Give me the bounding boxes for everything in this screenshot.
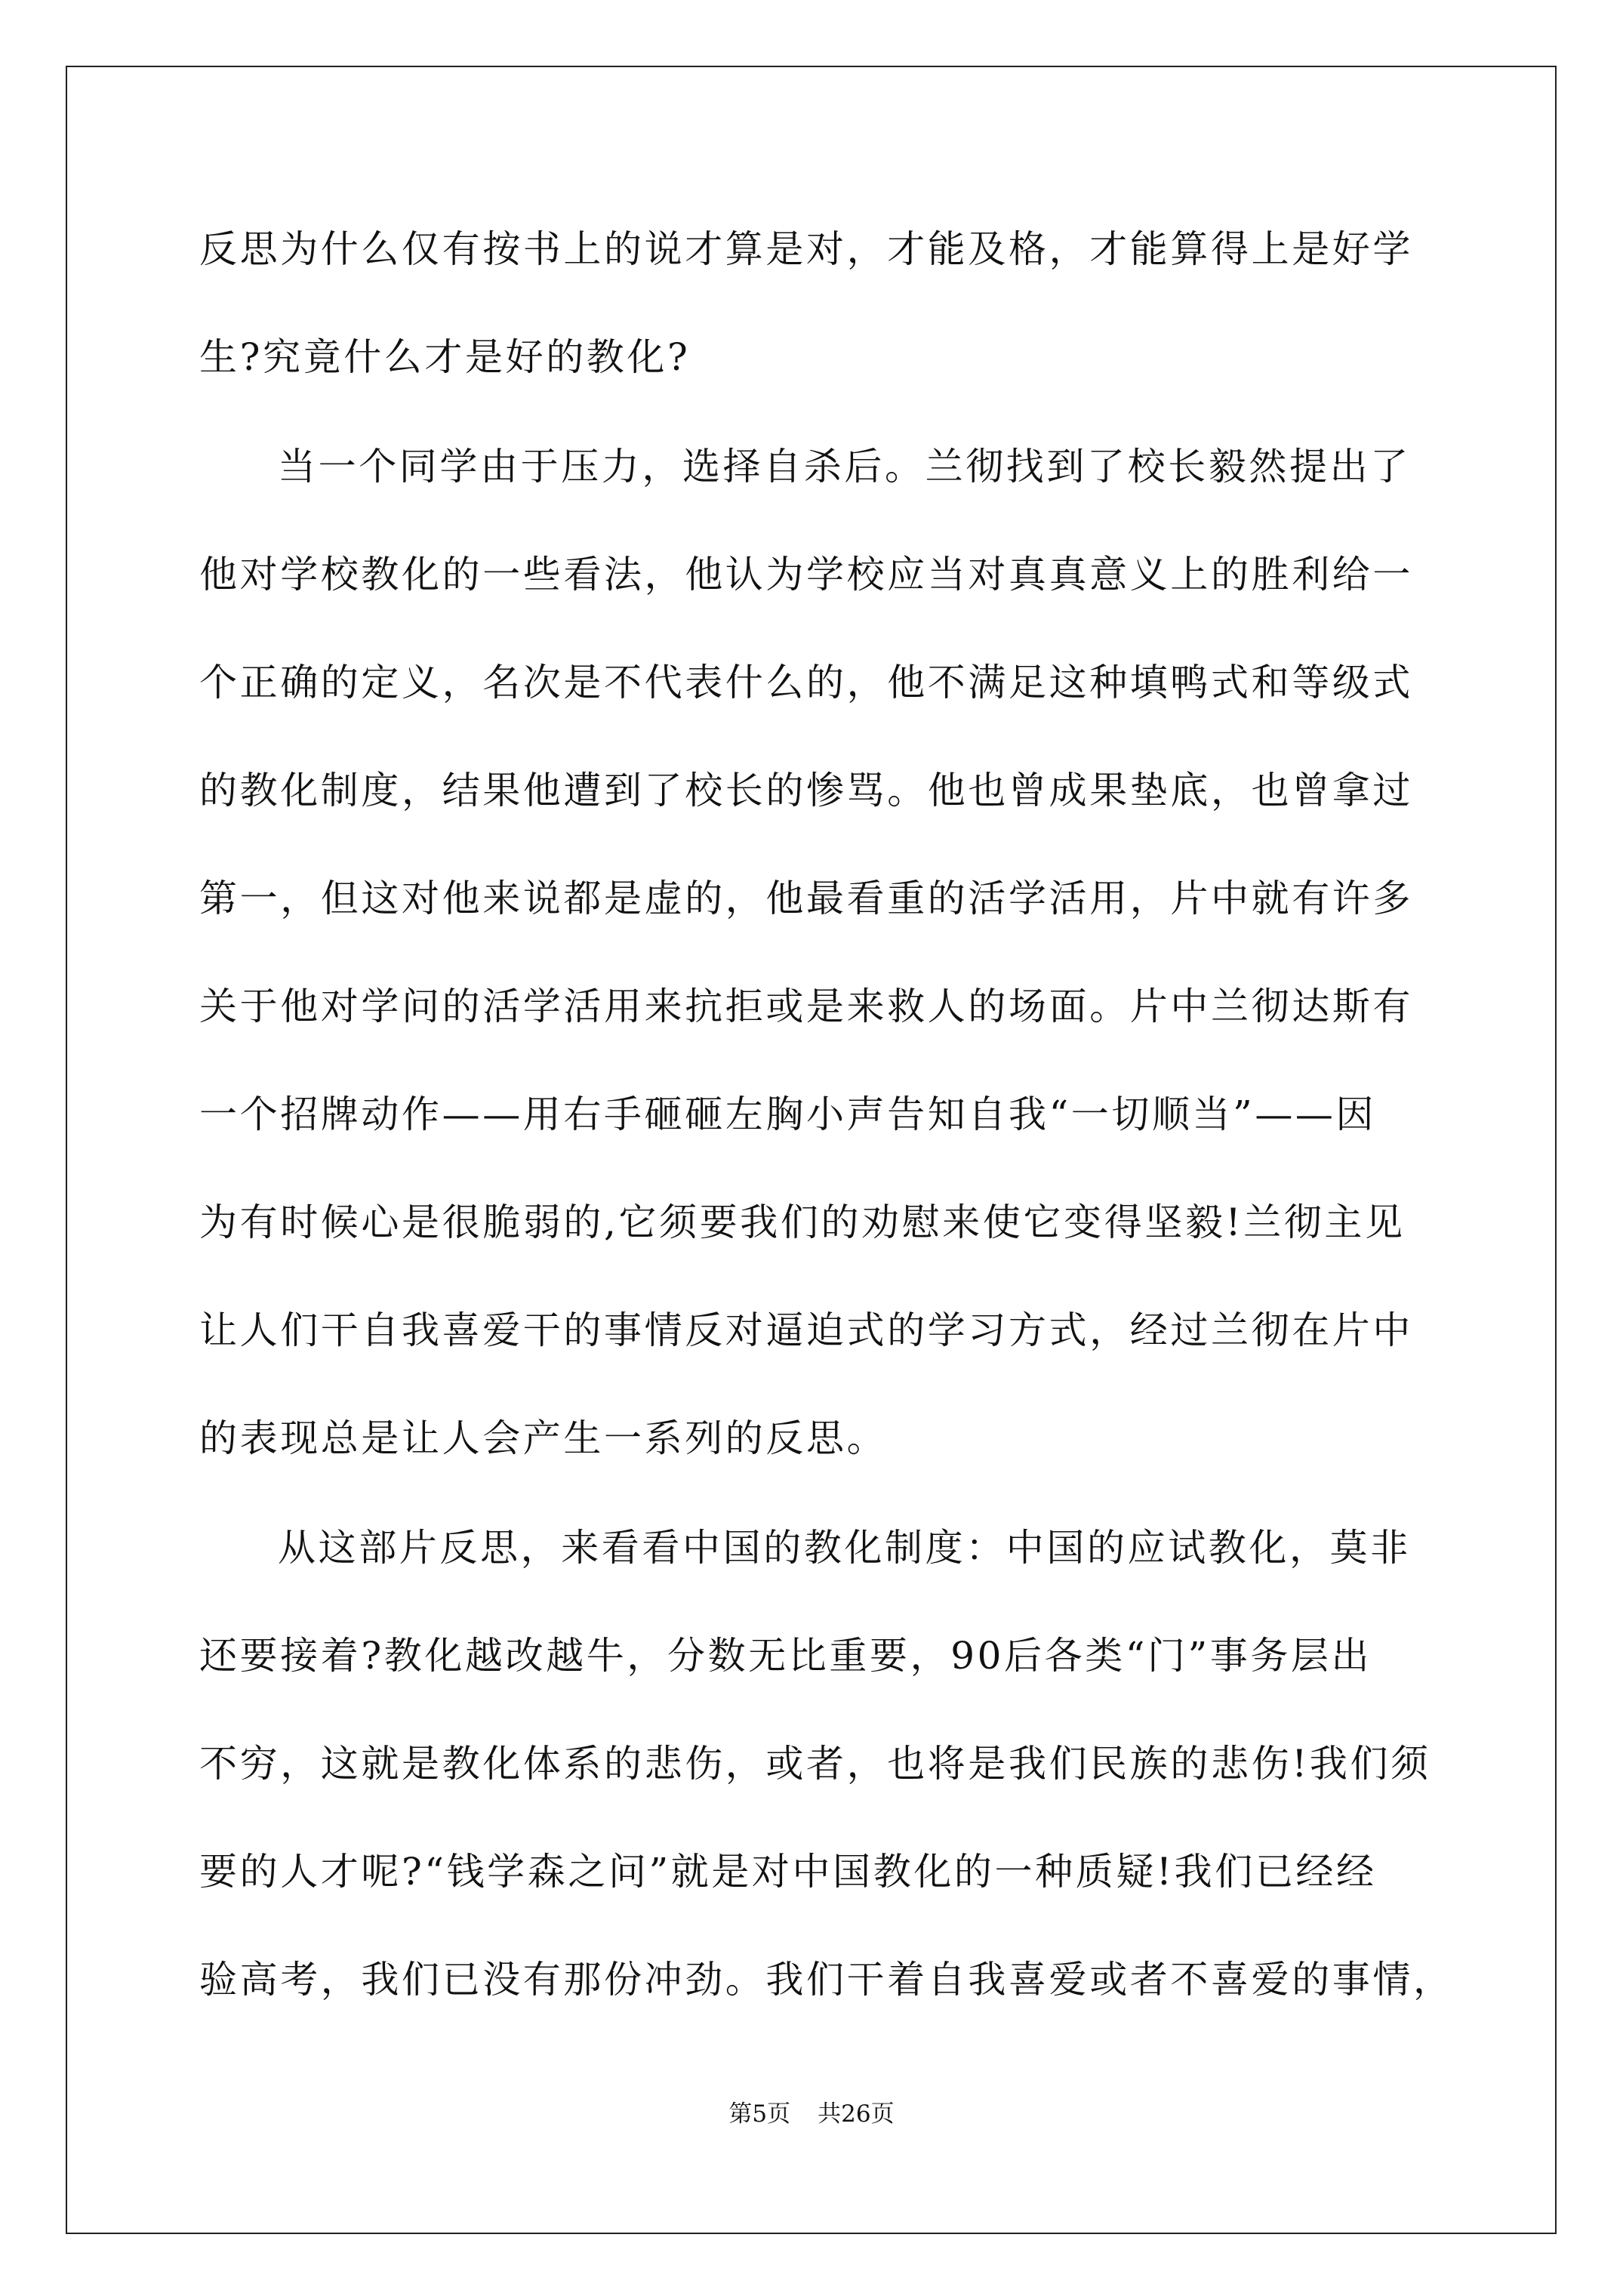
page-border <box>66 66 1557 2234</box>
text-line: 的教化制度，结果他遭到了校长的惨骂。他也曾成果垫底，也曾拿过 <box>199 769 1413 812</box>
page-footer <box>0 2099 1623 2129</box>
page-total: 共26页 <box>818 2100 895 2128</box>
text-line: 的表现总是让人会产生一系列的反思。 <box>199 1416 888 1460</box>
text-line: 第一，但这对他来说都是虚的，他最看重的活学活用，片中就有许多 <box>199 877 1413 920</box>
text-line: 一个招牌动作——用右手砸砸左胸小声告知自我“一切顺当”——因 <box>199 1093 1377 1136</box>
text-line: 不穷，这就是教化体系的悲伤，或者，也将是我们民族的悲伤!我们须 <box>199 1742 1431 1786</box>
page-number: 第5页 <box>728 2100 791 2128</box>
text-line: 关于他对学问的活学活用来抗拒或是来救人的场面。片中兰彻达斯有 <box>199 985 1413 1028</box>
text-line: 反思为什么仅有按书上的说才算是对，才能及格，才能算得上是好学 <box>199 227 1413 271</box>
text-line: 验高考，我们已没有那份冲劲。我们干着自我喜爱或者不喜爱的事情， <box>199 1958 1454 2002</box>
text-line: 生?究竟什么才是好的教化? <box>199 335 691 379</box>
text-line: 他对学校教化的一些看法，他认为学校应当对真真意义上的胜利给一 <box>199 553 1413 596</box>
text-line: 个正确的定义，名次是不代表什么的，他不满足这种填鸭式和等级式 <box>199 661 1413 704</box>
text-line: 为有时候心是很脆弱的,它须要我们的劝慰来使它变得坚毅!兰彻主见 <box>199 1200 1406 1244</box>
paragraph-first-line: 从这部片反思，来看看中国的教化制度：中国的应试教化，莫非 <box>278 1526 1411 1570</box>
text-line: 还要接着?教化越改越牛，分数无比重要，90后各类“门”事务层出 <box>199 1634 1372 1678</box>
paragraph-first-line: 当一个同学由于压力，选择自杀后。兰彻找到了校长毅然提出了 <box>278 445 1411 488</box>
text-line: 要的人才呢?“钱学森之问”就是对中国教化的一种质疑!我们已经经 <box>199 1850 1377 1894</box>
text-line: 让人们干自我喜爱干的事情反对逼迫式的学习方式，经过兰彻在片中 <box>199 1308 1413 1352</box>
